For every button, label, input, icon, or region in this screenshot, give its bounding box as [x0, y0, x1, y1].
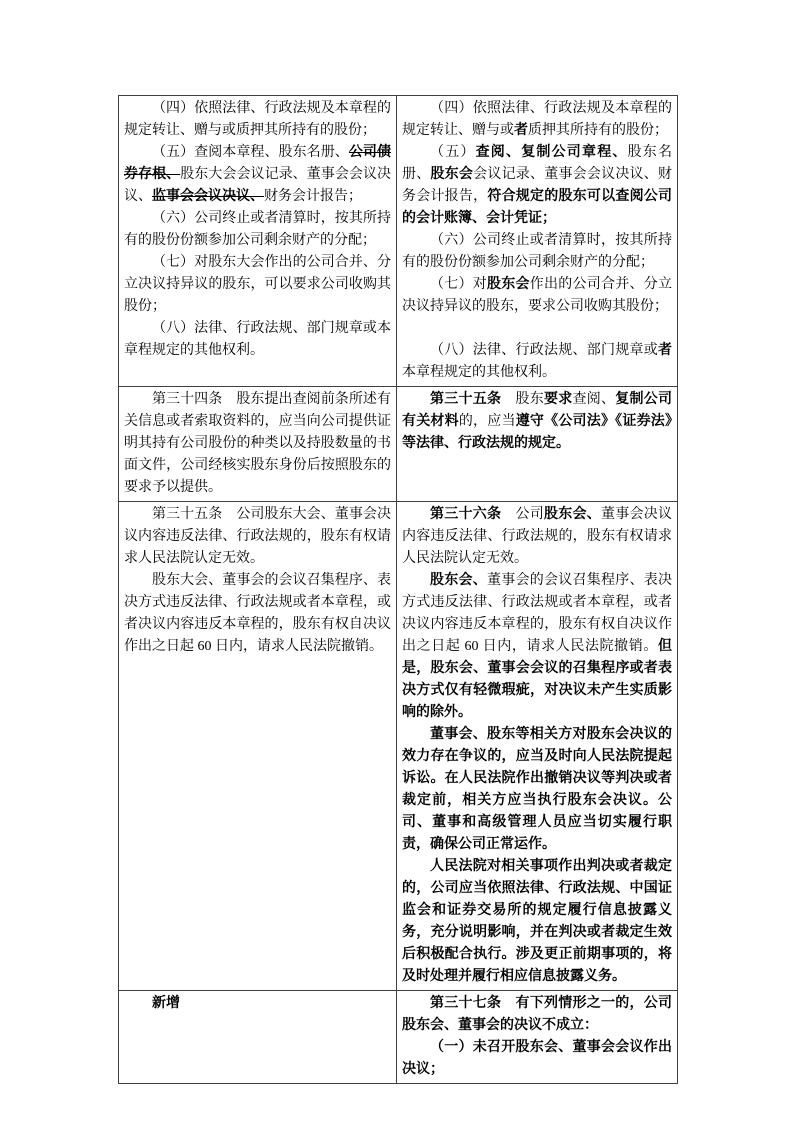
paragraph [402, 1037, 672, 1081]
paragraph [124, 98, 391, 142]
table-row [119, 387, 678, 502]
paragraph [402, 142, 672, 230]
comparison-table [118, 95, 678, 1084]
text-run: （五） [430, 145, 476, 160]
text-run: 股东 [501, 392, 544, 407]
paragraph [124, 252, 391, 318]
paragraph [402, 724, 672, 856]
text-run: （六）公司终止或者清算时，按其所持有的股份份额参加公司剩余财产的分配； [124, 211, 391, 248]
deleted-text: 公司债券存根、 [124, 145, 391, 182]
text-run: 财务会计报告； [264, 189, 362, 204]
table-row [119, 502, 678, 991]
paragraph [124, 504, 391, 570]
paragraph [124, 318, 391, 362]
added-text: 符合规定的股东可以查阅公司的会计账簿、会计凭证； [402, 189, 673, 226]
added-text: 第三十七条 有下列情形之一的，公司股东会、董事会的决议不成立： [402, 996, 672, 1033]
new-version-cell [397, 387, 678, 502]
comparison-table-body [119, 96, 678, 1084]
added-text: 第三十五条 [430, 392, 502, 407]
added-text: 复制公司有关材料 [402, 392, 672, 429]
deleted-text: 监事会会议决议、 [152, 189, 264, 204]
text-run: （七）对股东大会作出的公司合并、分立决议持异议的股东，可以要求公司收购其股份； [124, 255, 391, 314]
new-version-cell [397, 991, 678, 1084]
paragraph [402, 570, 672, 724]
text-run: 作出的公司合并、分立决议持异议的股东，要求公司收购其股份； [402, 277, 672, 314]
paragraph [402, 274, 672, 318]
text-run: （七）对 [430, 277, 487, 292]
added-text: 股东会、 [430, 573, 487, 588]
paragraph [402, 993, 672, 1037]
text-run: 质押其所持有的股份； [528, 123, 668, 138]
added-text: 股东会、 [544, 507, 601, 522]
text-run: 第三十五条 公司股东大会、董事会决议内容违反法律、行政法规的，股东有权请求人民法院认定无效。 [124, 507, 391, 566]
new-version-cell [397, 96, 678, 387]
added-text: 新增 [152, 996, 180, 1011]
paragraph [402, 856, 672, 988]
paragraph [124, 389, 391, 499]
table-row [119, 96, 678, 387]
text-run: 股东大会、董事会的会议召集程序、表决方式违反法律、行政法规或者本章程，或者决议内容违反本章程的，股东有权自决议作出之日起 60 日内，请求人民法院撤销。 [124, 573, 391, 654]
text-run: （四）依照法律、行政法规及本章程的规定转让、赠与或质押其所持有的股份； [124, 101, 391, 138]
text-run: 会议记录、董事会会议决议、财务会计报告， [402, 167, 673, 204]
comparison-table-container [118, 95, 677, 1084]
text-run: 董事会的会议召集程序、表决方式违反法律、行政法规或者本章程，或者决议内容违反本章程的，股东有权自决议作出之日起 60 日内，请求人民法院撤销。 [402, 573, 672, 654]
added-text: （一）未召开股东会、董事会会议作出决议； [402, 1040, 672, 1077]
paragraph [124, 993, 391, 1015]
empty-line [402, 318, 672, 340]
text-run: 本章程规定的其他权利。 [402, 365, 556, 380]
paragraph [124, 142, 391, 208]
text-run: 公司 [501, 507, 544, 522]
added-text: 要求 [544, 392, 573, 407]
text-run: 的，应当 [458, 414, 516, 429]
text-run: 股东名册、 [402, 145, 673, 182]
text-run: （八）法律、行政法规、部门规章或本章程规定的其他权利。 [124, 321, 391, 358]
text-run: （五）查阅本章程、股东名册、 [152, 145, 349, 160]
added-text: 董事会、股东等相关方对股东会决议的效力存在争议的，应当及时向人民法院提起诉讼。在人民法院作出撤销决议等判决或者裁定前，相关方应当执行股东会决议。公司、董事和高级管理人员应当切实履行职责，确保公司正常运作。 [402, 727, 672, 852]
paragraph [402, 504, 672, 570]
paragraph [402, 340, 672, 384]
old-version-cell [119, 991, 397, 1084]
text-run: 股东大会会议记录、董事会会议决议、 [124, 167, 392, 204]
text-run: （六）公司终止或者清算时，按其所持有的股份份额参加公司剩余财产的分配； [402, 233, 672, 270]
text-run: （四）依照法律、行政法规及本章程的规定转让、赠与或 [402, 101, 672, 138]
paragraph [124, 570, 391, 658]
old-version-cell [119, 387, 397, 502]
added-text: 股东会 [430, 167, 474, 182]
text-run: （八）法律、行政法规、部门规章或 [430, 343, 658, 358]
paragraph [402, 98, 672, 142]
old-version-cell [119, 96, 397, 387]
old-version-cell [119, 502, 397, 991]
text-run: 第三十四条 股东提出查阅前条所述有关信息或者索取资料的，应当向公司提供证明其持有公司股份的种类以及持股数量的书面文件，公司经核实股东身份后按照股东的要求予以提供。 [124, 392, 391, 495]
paragraph [402, 230, 672, 274]
added-text: 第三十六条 [430, 507, 502, 522]
added-text: 者 [658, 343, 672, 358]
new-version-cell [397, 502, 678, 991]
added-text: 人民法院对相关事项作出判决或者裁定的，公司应当依照法律、行政法规、中国证监会和证券交易所的规定履行信息披露义务，充分说明影响，并在判决或者裁定生效后积极配合执行。涉及更正前期事项的，将及时处理并履行相应信息披露义务。 [402, 859, 672, 984]
added-text: 者 [514, 123, 528, 138]
text-run: 查阅、 [572, 392, 616, 407]
added-text: 遵守《公司法》《证券法》等法律、行政法规的规定。 [402, 414, 673, 451]
added-text: 但是，股东会、董事会会议的召集程序或者表决方式仅有轻微瑕疵，对决议未产生实质影响的除外。 [402, 639, 672, 720]
paragraph [124, 208, 391, 252]
paragraph [402, 389, 672, 455]
added-text: 查阅、复制公司章程、 [475, 145, 628, 160]
added-text: 股东会 [487, 277, 530, 292]
text-run: 董事会决议内容违反法律、行政法规的，股东有权请求人民法院认定无效。 [402, 507, 672, 566]
table-row [119, 991, 678, 1084]
